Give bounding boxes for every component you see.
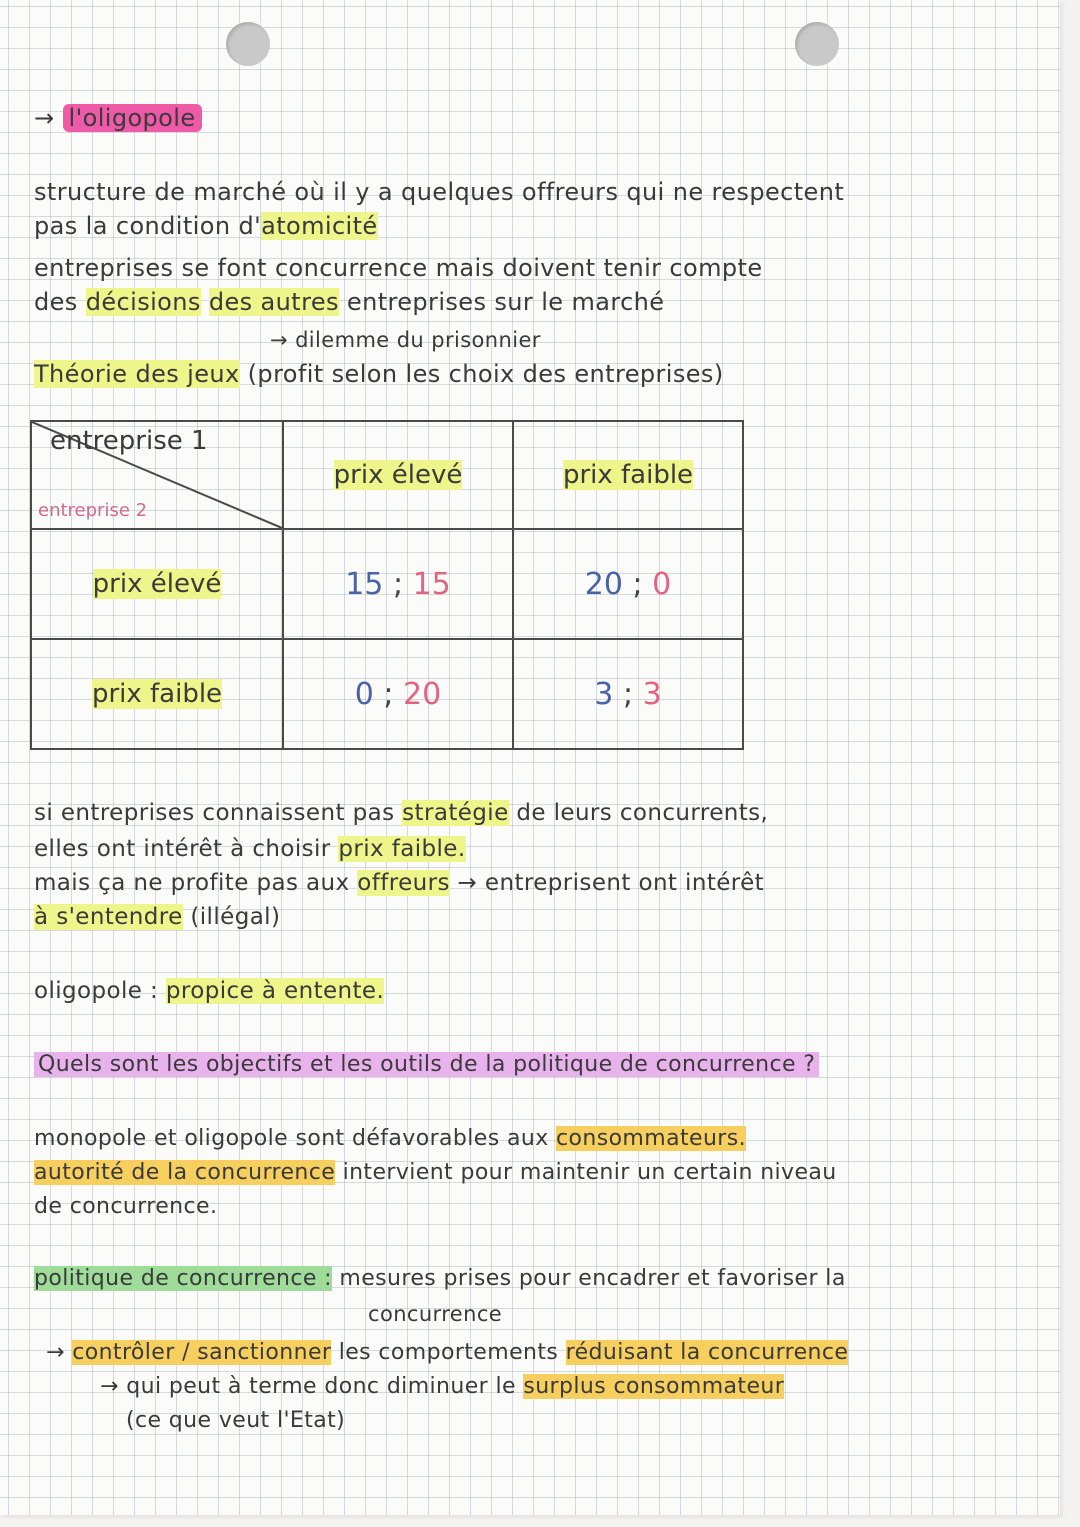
col-header-text-1: prix élevé [333,460,463,490]
table-corner [31,421,283,529]
highlight-atomicite: atomicité [261,212,378,240]
cell-eleve-eleve [283,529,513,639]
row-header-prix-faible [31,639,283,749]
payoff-sep: ; [632,566,643,602]
section2-line-3 [34,1194,217,1219]
corner-label-entreprise-2: entreprise 2 [38,500,148,521]
annotation-dilemme [270,328,541,352]
conclusion-line-4 [34,904,280,930]
definition-line-2 [368,1302,502,1326]
payoff-sep: ; [383,676,394,712]
intro-space [201,288,209,316]
highlight-controler-sanctionner: contrôler / sanctionner [72,1340,332,1365]
definition-text-2: concurrence [368,1302,503,1326]
highlight-autorite-concurrence: autorité de la concurrence [34,1160,336,1185]
cell-eleve-faible [513,529,743,639]
row-header-text-1: prix élevé [92,569,222,599]
bullet-text-2: qui peut à terme donc diminuer le [126,1374,524,1399]
conclusion-text-2a: elles ont intérêt à choisir [34,836,339,862]
highlight-des-autres: des autres [208,288,339,316]
col-header-prix-faible [513,421,743,529]
payoff-matrix [30,420,744,750]
section2-line-1 [34,1126,746,1151]
intro-text-3: entreprises se font concurrence mais doivent tenir compte [34,254,763,282]
highlight-reduisant-concurrence: réduisant la concurrence [565,1340,849,1365]
intro-text-4a: des [34,288,86,316]
highlight-theorie-des-jeux: Théorie des jeux [34,360,240,388]
highlight-decisions: décisions [85,288,201,316]
highlight-propice-entente: propice à entente. [165,978,385,1004]
payoff-sep: ; [392,566,404,602]
conclusion-text-1a: si entreprises connaissent pas [34,800,403,826]
title-text: l'oligopole [63,104,202,132]
conclusion-line-2 [34,836,466,862]
definition-text-1: mesures prises pour encadrer et favoriser la [332,1266,846,1291]
section-question [34,1052,819,1077]
section2-text-3: de concurrence. [34,1194,218,1219]
bullet-text-1: les comportements [331,1340,566,1365]
theory-text: (profit selon les choix des entreprises) [239,360,724,388]
conclusion-line-1 [34,800,768,826]
conclusion-text-3b: → entreprisent ont intérêt [449,870,765,896]
question-text: Quels sont les objectifs et les outils de la politique de concurrence ? [34,1052,819,1077]
payoff-e2: 20 [403,676,442,712]
conclusion-text-5: oligopole : [34,978,166,1004]
intro-text-4b: entreprises sur le marché [338,288,665,316]
conclusion-text-3a: mais ça ne profite pas aux [34,870,358,896]
section2-text-2: intervient pour maintenir un certain niveau [335,1160,837,1185]
bullet-line-2 [100,1374,784,1399]
intro-line-1 [34,178,844,206]
binder-hole-left [226,22,270,66]
section2-line-2 [34,1160,837,1185]
col-header-text-2: prix faible [562,460,694,490]
highlight-offreurs: offreurs [357,870,450,896]
highlight-politique-concurrence: politique de concurrence : [34,1266,332,1291]
cell-faible-eleve [283,639,513,749]
bullet-text-3: (ce que veut l'Etat) [126,1408,346,1433]
binder-hole-right [795,22,839,66]
annotation-text: → dilemme du prisonnier [270,328,541,352]
intro-line-2 [34,212,378,240]
intro-line-theory [34,360,724,388]
conclusion-text-4: (illégal) [182,904,281,930]
bullet-line-3 [126,1408,345,1433]
intro-text-1: structure de marché où il y a quelques offreurs qui ne respectent [34,178,845,206]
section2-text-1: monopole et oligopole sont défavorables aux [34,1126,557,1151]
payoff-e1: 20 [584,566,623,602]
highlight-s-entendre: à s'entendre [34,904,183,930]
title-arrow: → [34,104,55,132]
cell-faible-faible [513,639,743,749]
intro-text-2: pas la condition d' [34,212,262,240]
arrow-icon: → [46,1340,73,1365]
conclusion-text-1b: de leurs concurrents, [508,800,769,826]
conclusion-line-3 [34,870,764,896]
bullet-line-1 [46,1340,848,1365]
highlight-consommateurs: consommateurs. [556,1126,746,1151]
row-header-text-2: prix faible [91,679,223,709]
payoff-sep: ; [622,676,634,712]
payoff-e2: 3 [642,676,662,712]
payoff-e2: 0 [652,566,672,602]
row-header-prix-eleve [31,529,283,639]
corner-label-entreprise-1: entreprise 1 [50,426,208,456]
highlight-prix-faible: prix faible. [338,836,466,862]
intro-line-3 [34,254,763,282]
payoff-e1: 3 [594,676,614,712]
payoff-e1: 15 [345,566,384,602]
page-title [34,104,202,132]
payoff-e2: 15 [412,566,451,602]
payoff-e1: 0 [354,676,374,712]
highlight-strategie: stratégie [402,800,509,826]
col-header-prix-eleve [283,421,513,529]
arrow-icon: → [100,1374,127,1399]
conclusion-line-5 [34,978,384,1004]
intro-line-4 [34,288,664,316]
highlight-surplus-consommateur: surplus consommateur [523,1374,785,1399]
definition-line-1 [34,1266,846,1291]
